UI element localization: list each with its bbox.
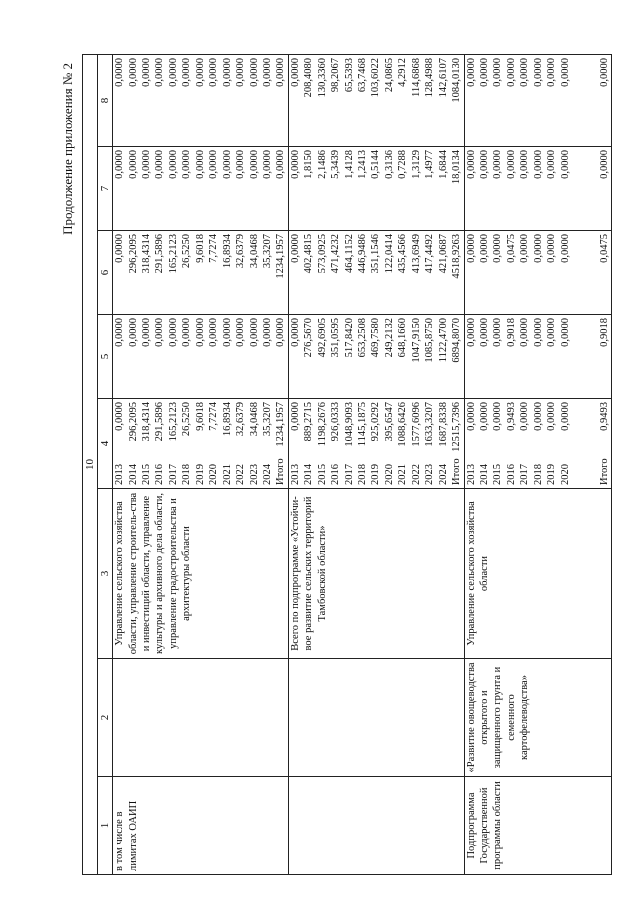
- year-label: 2019: [194, 464, 206, 485]
- value-cell: 492,6905: [316, 318, 328, 358]
- value-cell: 0,0000: [505, 58, 517, 87]
- value-cell: 402,4815: [303, 234, 315, 274]
- value-cell: 0,0000: [546, 150, 558, 179]
- section-row: [113, 55, 289, 875]
- value-cell: 0,0000: [194, 150, 206, 179]
- total-value: 1048,9093: [343, 402, 355, 447]
- value-cell: 0,0000: [235, 150, 247, 179]
- value-cell: 130,3360: [316, 58, 328, 98]
- value-cell: 0,0000: [532, 234, 544, 263]
- value-cell: 18,0134: [451, 150, 463, 185]
- value-cell: 0,0000: [181, 58, 193, 87]
- value-cell: 0,0000: [478, 58, 490, 87]
- total-value: 12515,7396: [451, 402, 463, 452]
- value-cell: 0,3136: [383, 150, 395, 179]
- value-cell: 1,2413: [357, 150, 369, 179]
- year-label: Итого: [451, 458, 463, 485]
- value-cell: 1084,0130: [451, 58, 463, 103]
- value-cell: 0,0000: [546, 58, 558, 87]
- year-value-line: [437, 402, 450, 485]
- value-cell: 0,0000: [289, 318, 301, 347]
- year-label: 2015: [492, 464, 504, 485]
- value-cell: 0,0000: [532, 150, 544, 179]
- value-column-cell: [288, 231, 464, 315]
- value-cell: 0,0000: [465, 318, 477, 347]
- value-cell: 1,4128: [343, 150, 355, 179]
- value-cell: 0,0000: [248, 150, 260, 179]
- value-column-cell: [464, 231, 612, 315]
- value-cell: 98,2067: [330, 58, 342, 93]
- value-cell: 0,0000: [208, 58, 220, 87]
- program-name-cell: «Развитие овощеводства открытого и защищенного грунта и семенного картофелеводства»: [464, 659, 612, 777]
- value-cell: 0,0000: [221, 318, 233, 347]
- value-cell: 0,0000: [114, 150, 126, 179]
- value-cell: 26,5250: [181, 234, 193, 269]
- year-label: 2021: [221, 464, 233, 485]
- value-cell: 0,0000: [141, 58, 153, 87]
- value-cell: 0,0000: [599, 150, 611, 179]
- year-value-line: [423, 402, 436, 485]
- year-label: 2020: [559, 464, 571, 485]
- value-cell: 296,2095: [127, 234, 139, 274]
- column-header: 6: [98, 231, 113, 315]
- value-cell: 4518,9263: [451, 234, 463, 279]
- value-cell: 0,0000: [114, 234, 126, 263]
- year-value-line: [383, 402, 396, 485]
- total-value: 0,0000: [478, 402, 490, 431]
- year-label: 2014: [478, 464, 490, 485]
- total-value: 1088,6426: [397, 402, 409, 447]
- value-cell: 0,9018: [599, 318, 611, 347]
- total-value: 0,0000: [114, 402, 126, 431]
- total-value: 0,9493: [505, 402, 517, 431]
- value-cell: 0,0000: [492, 58, 504, 87]
- value-cell: 471,4232: [330, 234, 342, 274]
- value-cell: 0,0000: [519, 234, 531, 263]
- value-cell: 351,1546: [370, 234, 382, 274]
- value-cell: 413,6949: [410, 234, 422, 274]
- value-cell: 0,0000: [221, 58, 233, 87]
- year-value-line: [465, 402, 478, 485]
- value-cell: 35,3207: [261, 234, 273, 269]
- value-cell: 0,0000: [559, 150, 571, 179]
- total-value: 165,2123: [167, 402, 179, 442]
- program-level-cell: в том числе в лимитах ОАИП: [113, 777, 289, 875]
- total-value: 1687,8338: [437, 402, 449, 447]
- value-cell: 0,0000: [261, 58, 273, 87]
- value-cell: 0,0000: [127, 318, 139, 347]
- value-cell: 0,0000: [465, 58, 477, 87]
- value-column-cell: [288, 55, 464, 147]
- year-label: 2018: [357, 464, 369, 485]
- value-cell: 0,9018: [505, 318, 517, 347]
- year-label: 2013: [289, 464, 301, 485]
- year-value-line: [343, 402, 356, 485]
- value-cell: 122,0414: [383, 234, 395, 274]
- value-cell: 464,1152: [343, 234, 355, 273]
- year-value-line: [532, 402, 545, 485]
- total-value: 26,5250: [181, 402, 193, 437]
- year-label: 2017: [519, 464, 531, 485]
- year-label: 2020: [383, 464, 395, 485]
- year-value-line: [234, 402, 247, 485]
- value-cell: 7,7274: [208, 234, 220, 263]
- year-label: 2014: [303, 464, 315, 485]
- value-cell: 165,2123: [167, 234, 179, 274]
- value-cell: 0,0000: [492, 150, 504, 179]
- column-header: 5: [98, 315, 113, 399]
- value-cell: 2,1486: [316, 150, 328, 179]
- section-row: [464, 55, 612, 875]
- value-cell: 0,0000: [546, 318, 558, 347]
- total-value: 1198,2676: [316, 402, 328, 447]
- year-label: 2015: [316, 464, 328, 485]
- value-cell: 0,0000: [546, 234, 558, 263]
- value-cell: 0,0000: [465, 150, 477, 179]
- year-value-line: [329, 402, 342, 485]
- value-cell: 0,0000: [559, 318, 571, 347]
- value-cell: 0,0000: [275, 58, 287, 87]
- total-value: 291,5896: [154, 402, 166, 442]
- program-name-cell: [113, 659, 289, 777]
- value-cell: 24,0865: [383, 58, 395, 93]
- year-label: 2016: [330, 464, 342, 485]
- total-value: 0,0000: [532, 402, 544, 431]
- value-cell: 0,0000: [519, 150, 531, 179]
- year-value-line: [478, 402, 491, 485]
- year-value-line: [248, 402, 261, 485]
- value-cell: 0,0000: [599, 58, 611, 87]
- continuation-header: Продолжение приложения № 2: [60, 63, 75, 235]
- year-value-line: [153, 402, 166, 485]
- total-value: 0,0000: [546, 402, 558, 431]
- year-column-cell: [288, 399, 464, 489]
- value-column-cell: [288, 315, 464, 399]
- total-value: 926,0333: [330, 402, 342, 442]
- executor-cell: Управление сельского хозяйства области, управление строитель-ства и инвестиций области, управление культуры и архивного дела области, управление градостроительства и архитектуры области: [113, 489, 289, 659]
- value-cell: 0,0000: [289, 150, 301, 179]
- value-column-cell: [464, 55, 612, 147]
- group-header-row: [83, 55, 98, 875]
- value-cell: 0,0000: [275, 150, 287, 179]
- year-value-line: [194, 402, 207, 485]
- value-cell: 0,0000: [275, 318, 287, 347]
- total-value: 0,0000: [519, 402, 531, 431]
- value-cell: 0,0475: [505, 234, 517, 263]
- value-column-cell: [288, 147, 464, 231]
- total-value: 1145,1875: [357, 402, 369, 447]
- value-column-cell: [113, 231, 289, 315]
- value-cell: 0,0000: [141, 150, 153, 179]
- value-cell: 0,0000: [194, 58, 206, 87]
- value-cell: 0,0000: [559, 58, 571, 87]
- value-cell: 0,0000: [194, 318, 206, 347]
- value-cell: 128,4988: [424, 58, 436, 98]
- total-value: 9,6018: [194, 402, 206, 431]
- value-cell: 0,0000: [181, 318, 193, 347]
- value-cell: 0,0000: [532, 58, 544, 87]
- total-value: 318,4314: [141, 402, 153, 442]
- total-value: 1234,1957: [275, 402, 287, 447]
- value-cell: 0,0000: [465, 234, 477, 263]
- year-value-line: [369, 402, 382, 485]
- value-cell: 0,0000: [154, 150, 166, 179]
- value-cell: 4,2912: [397, 58, 409, 87]
- year-value-line: [450, 402, 463, 485]
- total-value: 0,0000: [492, 402, 504, 431]
- executor-cell: Всего по подпрограмме «Устойчи-вое развитие сельских территорий Тамбовской области»: [288, 489, 464, 659]
- year-label: 2013: [114, 464, 126, 485]
- year-column-cell: [464, 399, 612, 489]
- total-value: 1633,3207: [424, 402, 436, 447]
- year-value-line: [113, 402, 126, 485]
- year-label: 2015: [141, 464, 153, 485]
- value-cell: 0,0000: [492, 234, 504, 263]
- value-cell: 114,6868: [410, 58, 422, 97]
- value-cell: 573,0925: [316, 234, 328, 274]
- value-cell: 1234,1957: [275, 234, 287, 279]
- total-value: 925,0292: [370, 402, 382, 442]
- value-cell: 0,0000: [261, 318, 273, 347]
- value-cell: 0,0000: [114, 318, 126, 347]
- total-value: 1577,6096: [410, 402, 422, 447]
- program-name-cell: [288, 659, 464, 777]
- value-cell: 1085,8750: [424, 318, 436, 363]
- value-cell: 63,7468: [357, 58, 369, 93]
- value-column-cell: [464, 315, 612, 399]
- value-cell: 5,3439: [330, 150, 342, 179]
- year-label: 2014: [127, 464, 139, 485]
- value-cell: 0,0000: [167, 318, 179, 347]
- year-label: 2024: [261, 464, 273, 485]
- year-label: 2020: [208, 464, 220, 485]
- value-cell: 0,0000: [478, 150, 490, 179]
- value-cell: 0,0000: [181, 150, 193, 179]
- executor-cell: Управление сельского хозяйства области: [464, 489, 612, 659]
- value-cell: 0,0000: [154, 58, 166, 87]
- year-label: 2023: [424, 464, 436, 485]
- year-label: 2016: [505, 464, 517, 485]
- value-cell: 648,1660: [397, 318, 409, 358]
- year-label: 2017: [167, 464, 179, 485]
- value-cell: 421,0687: [437, 234, 449, 274]
- value-cell: 0,0000: [505, 150, 517, 179]
- value-cell: 0,0000: [154, 318, 166, 347]
- value-cell: 0,0000: [261, 150, 273, 179]
- value-cell: 517,8420: [343, 318, 355, 358]
- year-value-line: [289, 402, 302, 485]
- total-label: Итого: [599, 458, 611, 485]
- total-value: 0,0000: [559, 402, 571, 431]
- total-value: 35,3207: [261, 402, 273, 437]
- year-label: 2019: [370, 464, 382, 485]
- value-cell: 446,9486: [357, 234, 369, 274]
- value-cell: 1,6844: [437, 150, 449, 179]
- group-header: 10: [83, 55, 98, 875]
- year-value-line: [221, 402, 234, 485]
- year-value-line: [207, 402, 220, 485]
- year-value-line: [518, 402, 531, 485]
- total-value: 16,8934: [221, 402, 233, 437]
- value-cell: 1047,9150: [410, 318, 422, 363]
- total-line: [598, 402, 611, 485]
- value-cell: 0,0000: [289, 234, 301, 263]
- year-value-line: [356, 402, 369, 485]
- value-cell: 0,0000: [141, 318, 153, 347]
- year-value-line: [410, 402, 423, 485]
- rotated-table-page: [60, 55, 611, 875]
- year-label: Итого: [275, 458, 287, 485]
- total-value: 0,0000: [465, 402, 477, 431]
- total-value: 395,6547: [383, 402, 395, 442]
- column-header: 3: [98, 489, 113, 659]
- value-cell: 0,0000: [167, 150, 179, 179]
- value-column-cell: [113, 147, 289, 231]
- value-cell: 0,5144: [370, 150, 382, 179]
- value-cell: 16,8934: [221, 234, 233, 269]
- total-value: 0,0000: [289, 402, 301, 431]
- value-cell: 0,0000: [208, 318, 220, 347]
- year-value-line: [545, 402, 558, 485]
- year-value-line: [302, 402, 315, 485]
- total-value: 889,2715: [303, 402, 315, 442]
- value-cell: 469,7580: [370, 318, 382, 358]
- year-value-line: [559, 402, 572, 485]
- value-cell: 0,0000: [492, 318, 504, 347]
- value-cell: 0,0000: [208, 150, 220, 179]
- value-cell: 0,0000: [519, 318, 531, 347]
- total-value: 7,7274: [208, 402, 220, 431]
- value-cell: 0,0000: [221, 150, 233, 179]
- value-cell: 65,5393: [343, 58, 355, 93]
- year-label: 2022: [235, 464, 247, 485]
- column-header: 4: [98, 399, 113, 489]
- year-value-line: [274, 402, 287, 485]
- column-header-row: [98, 55, 113, 875]
- value-cell: 208,4080: [303, 58, 315, 98]
- year-value-line: [261, 402, 274, 485]
- column-header: 1: [98, 777, 113, 875]
- value-cell: 103,6022: [370, 58, 382, 98]
- value-cell: 0,0000: [235, 58, 247, 87]
- year-value-line: [396, 402, 409, 485]
- value-cell: 0,0000: [127, 150, 139, 179]
- value-cell: 0,0475: [599, 234, 611, 263]
- year-value-line: [316, 402, 329, 485]
- total-value: 32,6379: [235, 402, 247, 437]
- value-column-cell: [113, 315, 289, 399]
- value-column-cell: [113, 55, 289, 147]
- value-cell: 0,0000: [248, 318, 260, 347]
- value-cell: 0,0000: [235, 318, 247, 347]
- value-cell: 653,2508: [357, 318, 369, 358]
- value-cell: 0,0000: [289, 58, 301, 87]
- value-cell: 0,0000: [532, 318, 544, 347]
- program-level-cell: [288, 777, 464, 875]
- value-cell: 1,8150: [303, 150, 315, 179]
- year-value-line: [505, 402, 518, 485]
- value-cell: 0,0000: [127, 58, 139, 87]
- value-cell: 417,4492: [424, 234, 436, 274]
- value-column-cell: [464, 147, 612, 231]
- value-cell: 435,4566: [397, 234, 409, 274]
- value-cell: 32,6379: [235, 234, 247, 269]
- year-value-line: [167, 402, 180, 485]
- value-cell: 0,0000: [114, 58, 126, 87]
- value-cell: 6894,8070: [451, 318, 463, 363]
- value-cell: 1122,4700: [437, 318, 449, 363]
- year-value-line: [180, 402, 193, 485]
- value-cell: 0,0000: [559, 234, 571, 263]
- year-value-line: [127, 402, 140, 485]
- total-value: 0,9493: [599, 402, 611, 431]
- program-level-cell: Подпрограмма Государственной программы области: [464, 777, 612, 875]
- year-label: 2021: [397, 464, 409, 485]
- year-value-line: [140, 402, 153, 485]
- value-cell: 0,7288: [397, 150, 409, 179]
- value-cell: 0,0000: [519, 58, 531, 87]
- section-row: [288, 55, 464, 875]
- year-label: 2019: [546, 464, 558, 485]
- value-cell: 142,6107: [437, 58, 449, 98]
- value-cell: 351,0595: [330, 318, 342, 358]
- column-header: 8: [98, 55, 113, 147]
- year-label: 2016: [154, 464, 166, 485]
- value-cell: 9,6018: [194, 234, 206, 263]
- value-cell: 318,4314: [141, 234, 153, 274]
- total-value: 34,0468: [248, 402, 260, 437]
- year-label: 2024: [437, 464, 449, 485]
- value-cell: 276,5670: [303, 318, 315, 358]
- year-label: 2022: [410, 464, 422, 485]
- budget-table: [82, 54, 612, 875]
- value-cell: 291,5896: [154, 234, 166, 274]
- value-cell: 1,4977: [424, 150, 436, 179]
- year-value-line: [491, 402, 504, 485]
- year-label: 2023: [248, 464, 260, 485]
- value-cell: 249,2132: [383, 318, 395, 358]
- value-cell: 0,0000: [248, 58, 260, 87]
- column-header: 7: [98, 147, 113, 231]
- year-label: 2018: [181, 464, 193, 485]
- value-cell: 0,0000: [478, 234, 490, 263]
- value-cell: 1,3129: [410, 150, 422, 179]
- column-header: 2: [98, 659, 113, 777]
- year-label: 2013: [465, 464, 477, 485]
- value-cell: 0,0000: [167, 58, 179, 87]
- total-value: 296,2095: [127, 402, 139, 442]
- year-column-cell: [113, 399, 289, 489]
- value-cell: 0,0000: [478, 318, 490, 347]
- year-label: 2018: [532, 464, 544, 485]
- year-label: 2017: [343, 464, 355, 485]
- value-cell: 34,0468: [248, 234, 260, 269]
